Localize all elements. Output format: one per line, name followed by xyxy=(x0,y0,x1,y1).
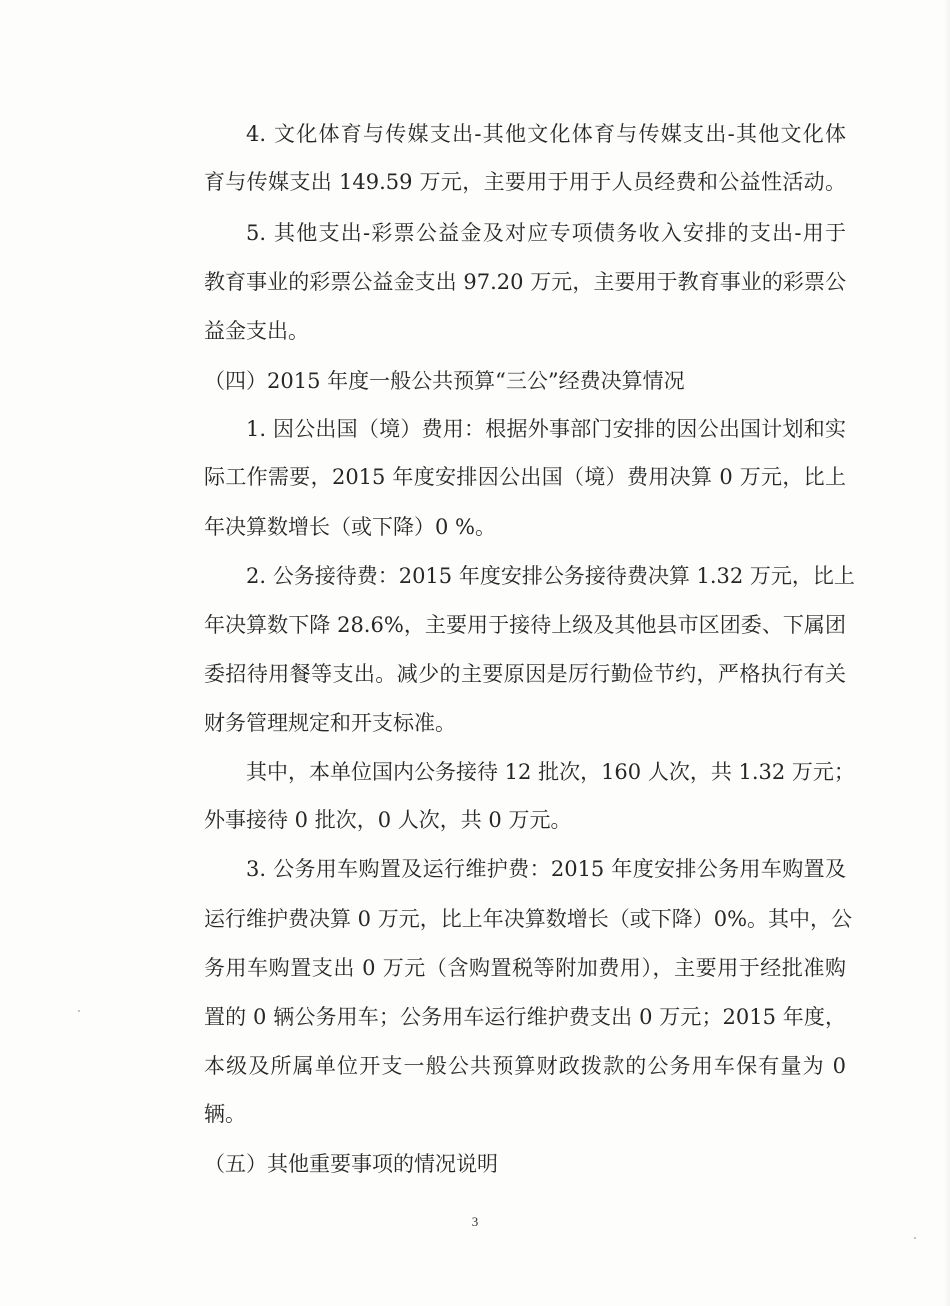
paragraph-4-line-1: 4. 文化体育与传媒支出-其他文化体育与传媒支出-其他文化体 xyxy=(246,122,846,146)
scan-speck xyxy=(78,1010,80,1012)
item-3-line-6: 辆。 xyxy=(204,1102,246,1126)
item-2-line-4: 财务管理规定和开支标准。 xyxy=(204,711,456,735)
section-heading-4: （四）2015 年度一般公共预算“三公”经费决算情况 xyxy=(204,369,685,393)
item-1-line-3: 年决算数增长（或下降）0 %。 xyxy=(204,515,496,539)
paragraph-5-line-1: 5. 其他支出-彩票公益金及对应专项债务收入安排的支出-用于 xyxy=(246,221,846,245)
item-3-line-2: 运行维护费决算 0 万元，比上年决算数增长（或下降）0%。其中，公 xyxy=(204,907,853,931)
paragraph-5-line-3: 益金支出。 xyxy=(204,319,309,343)
item-3-line-1: 3. 公务用车购置及运行维护费：2015 年度安排公务用车购置及 xyxy=(246,857,846,881)
item-2-line-2: 年决算数下降 28.6%，主要用于接待上级及其他县市区团委、下属团 xyxy=(204,613,846,637)
scan-edge-shadow xyxy=(944,0,950,1306)
page-number: 3 xyxy=(471,1214,479,1229)
reception-detail-line-1: 其中，本单位国内公务接待 12 批次，160 人次，共 1.32 万元； xyxy=(246,760,855,784)
section-heading-5: （五）其他重要事项的情况说明 xyxy=(204,1152,498,1176)
item-3-line-4: 置的 0 辆公务用车；公务用车运行维护费支出 0 万元；2015 年度， xyxy=(204,1005,846,1029)
item-2-line-1: 2. 公务接待费：2015 年度安排公务接待费决算 1.32 万元，比上 xyxy=(246,564,855,588)
item-2-line-3: 委招待用餐等支出。减少的主要原因是厉行勤俭节约，严格执行有关 xyxy=(204,662,846,686)
item-1-line-1: 1. 因公出国（境）费用：根据外事部门安排的因公出国计划和实 xyxy=(246,417,846,441)
reception-detail-line-2: 外事接待 0 批次，0 人次，共 0 万元。 xyxy=(204,808,572,832)
scan-speck xyxy=(914,1237,916,1239)
paragraph-5-line-2: 教育事业的彩票公益金支出 97.20 万元，主要用于教育事业的彩票公 xyxy=(204,270,846,294)
item-3-line-3: 务用车购置支出 0 万元（含购置税等附加费用），主要用于经批准购 xyxy=(204,956,846,980)
item-1-line-2: 际工作需要，2015 年度安排因公出国（境）费用决算 0 万元，比上 xyxy=(204,465,846,489)
paragraph-4-line-2: 育与传媒支出 149.59 万元，主要用于用于人员经费和公益性活动。 xyxy=(204,170,846,194)
item-3-line-5: 本级及所属单位开支一般公共预算财政拨款的公务用车保有量为 0 xyxy=(204,1054,846,1078)
